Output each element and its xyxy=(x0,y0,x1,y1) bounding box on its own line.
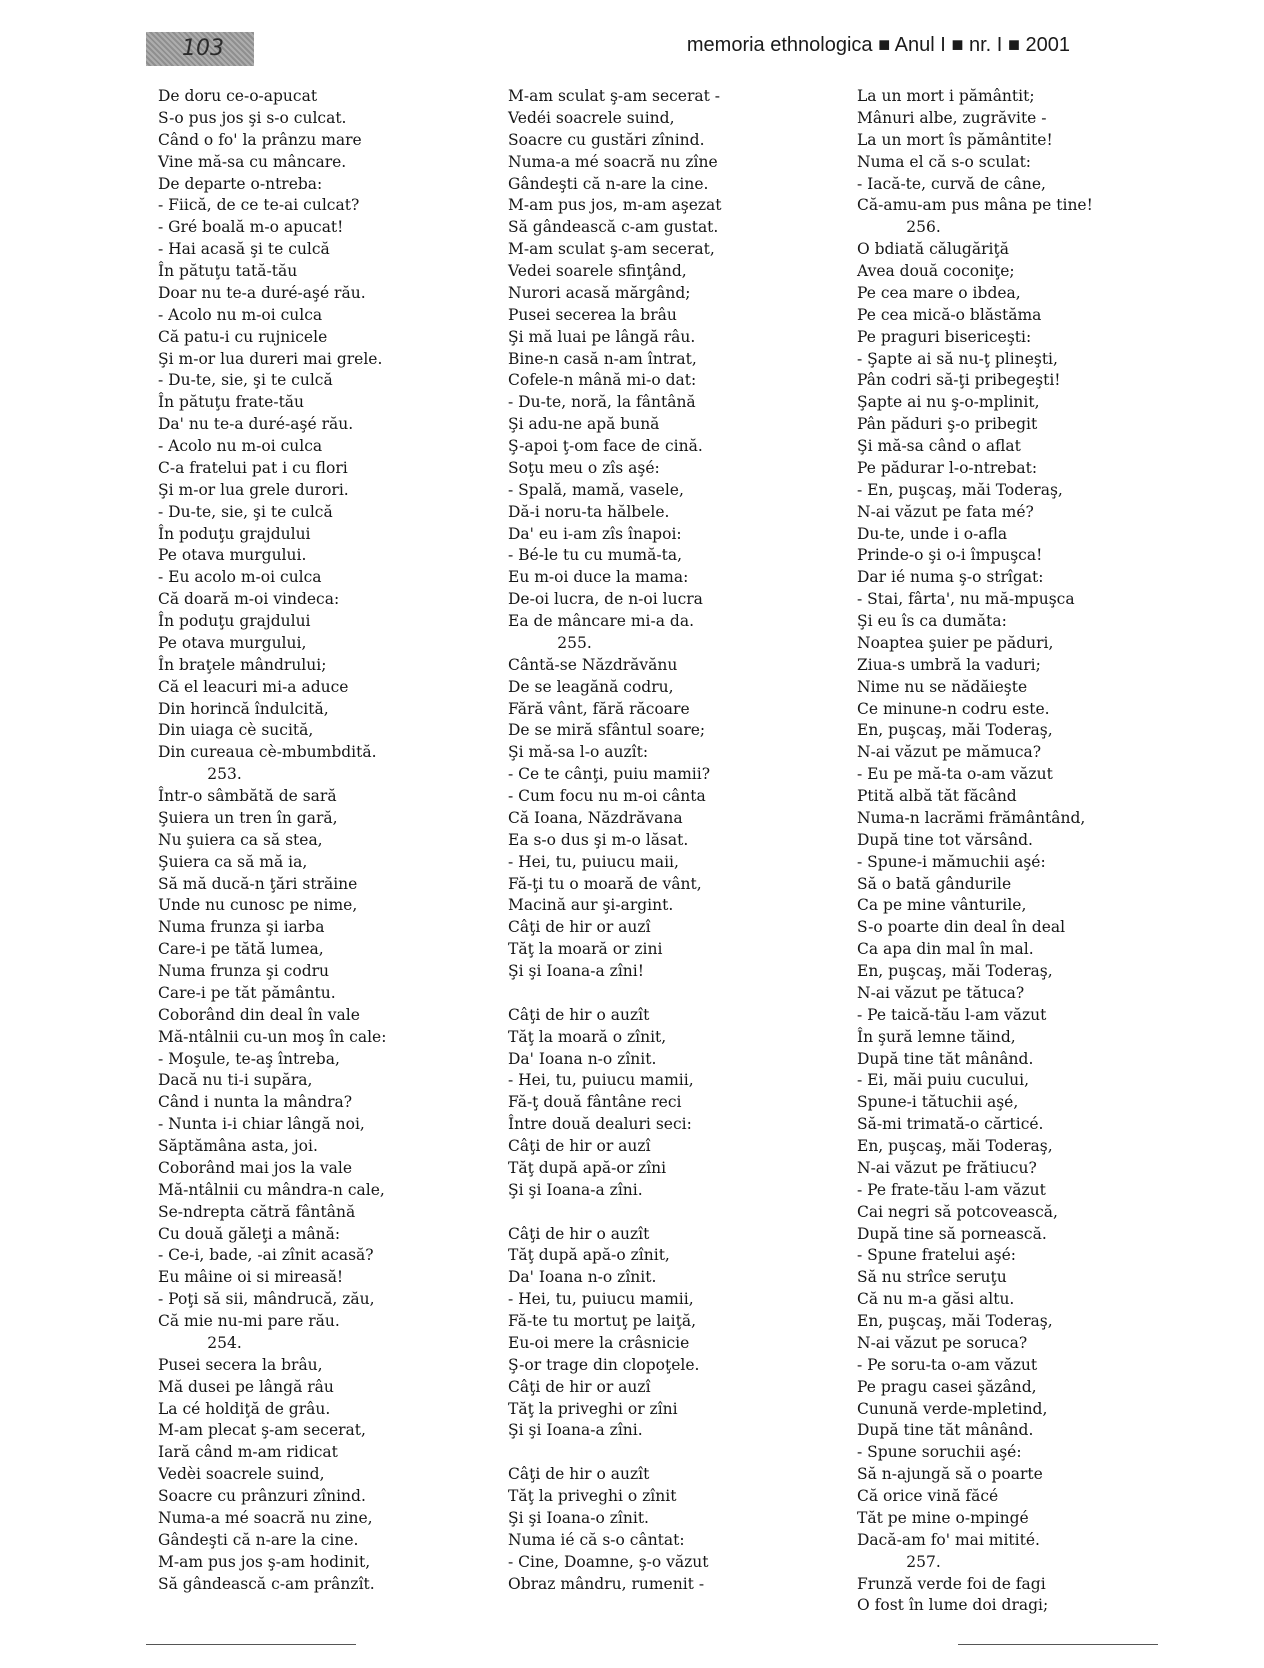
poem-line: - Moşule, te-aş întreba, xyxy=(158,1049,340,1068)
poem-line: Cai negri să potcovească, xyxy=(857,1202,1058,1221)
poem-line: Prinde-o şi o-i împuşca! xyxy=(857,546,1043,565)
page-number: 103 xyxy=(182,36,224,61)
poem-line: Ca apa din mal în mal. xyxy=(857,940,1034,959)
poem-line: Cofele-n mână mi-o dat: xyxy=(508,371,697,390)
poem-line: 253. xyxy=(158,765,242,784)
poem-line: O bdiată călugăriţă xyxy=(857,240,1009,259)
poem-line: Şi eu îs ca dumăta: xyxy=(857,612,1007,630)
poem-line: Câţi de hir or auzî xyxy=(508,918,651,937)
poem-line: 254. xyxy=(158,1333,242,1352)
poem-line: Că doară m-oi vindeca: xyxy=(158,590,340,609)
poem-line: Dacă-am fo' mai mitité. xyxy=(857,1530,1040,1549)
poem-line: Şi m-or lua dureri mai grele. xyxy=(158,349,383,368)
poem-line: - Poţi să sii, mândrucă, zău, xyxy=(158,1290,375,1309)
poem-line: - Pe soru-ta o-am văzut xyxy=(857,1355,1038,1374)
poem-line: Că nu m-a găsi altu. xyxy=(857,1290,1015,1309)
poem-line: Tăţ după apă-or zîni xyxy=(508,1158,667,1177)
poem-line: Câţi de hir o auzît xyxy=(508,1224,650,1243)
poem-line xyxy=(508,983,722,1005)
poem-line: Ce minune-n codru este. xyxy=(857,699,1050,718)
poem-line: - Hai acasă şi te culcă xyxy=(158,240,330,259)
poem-line: Macină aur şi-argint. xyxy=(508,896,674,915)
poem-line: - Gré boală m-o apucat! xyxy=(158,218,344,237)
poem-line: Vedéi soacrele suind, xyxy=(508,108,675,127)
poem-line: N-ai văzut pe soruca? xyxy=(857,1333,1028,1352)
poem-line: Pe cea mică-o blăstăma xyxy=(857,305,1042,324)
poem-line: - Eu acolo m-oi culca xyxy=(158,568,322,587)
poem-line: De doru ce-o-apucat xyxy=(158,87,318,105)
poem-line: N-ai văzut pe tătuca? xyxy=(857,983,1025,1002)
poem-line: Fă-te tu mortuţ pe laiţă, xyxy=(508,1312,697,1330)
poem-line: Eu m-oi duce la mama: xyxy=(508,568,689,587)
poem-line: Ea de mâncare mi-a da. xyxy=(508,612,695,630)
poem-line: Şi şi Ioana-o zînit. xyxy=(508,1508,649,1527)
poem-line: Şi mă luai pe lângă râu. xyxy=(508,327,696,346)
poem-line: Frunză verde foi de fagi xyxy=(857,1574,1046,1593)
poem-line: - Bé-le tu cu mumă-ta, xyxy=(508,546,683,565)
poem-line: Câţi de hir or auzî xyxy=(508,1137,651,1155)
poem-line: Să o bată gândurile xyxy=(857,874,1012,893)
poem-line: După tine tăt mânând. xyxy=(857,1049,1034,1068)
poem-line: Nu şuiera ca să stea, xyxy=(158,830,323,849)
poem-line: În pătuţu tată-tău xyxy=(158,262,298,280)
poem-line: - Fiică, de ce te-ai culcat? xyxy=(158,196,360,215)
poem-line: Coborând din deal în vale xyxy=(158,1005,360,1024)
poem-line: Mă-ntâlnii cu-un moş în cale: xyxy=(158,1027,387,1046)
poem-line: Pân păduri ş-o pribegit xyxy=(857,415,1038,434)
poem-line: În poduţu grajdului xyxy=(158,612,311,630)
poem-line: - Iacă-te, curvă de câne, xyxy=(857,174,1046,193)
poem-line: Că-amu-am pus mâna pe tine! xyxy=(857,196,1093,215)
poem-line: - Hei, tu, puiucu mamii, xyxy=(508,1071,694,1090)
poem-line: - Du-te, sie, şi te culcă xyxy=(158,502,333,521)
poem-line: S-o pus jos şi s-o culcat. xyxy=(158,108,347,127)
poem-line: Să nu strîce seruţu xyxy=(857,1268,1007,1287)
poem-line: De se leagănă codru, xyxy=(508,677,674,696)
poem-line: De departe o-ntreba: xyxy=(158,174,323,193)
poem-line: Săptămâna asta, joi. xyxy=(158,1137,318,1155)
poem-column-1 xyxy=(158,86,386,1595)
poem-line: M-am pus jos, m-am aşezat xyxy=(508,196,722,215)
poem-line: În poduţu grajdului xyxy=(158,524,311,543)
poem-line: En, puşcaş, măi Toderaş, xyxy=(857,721,1053,740)
poem-line: Da' Ioana n-o zînit. xyxy=(508,1268,657,1287)
poem-line: - Nunta i-i chiar lângă noi, xyxy=(158,1115,365,1134)
poem-line: Şi şi Ioana-a zîni! xyxy=(508,962,644,980)
poem-line: Noaptea şuier pe păduri, xyxy=(857,633,1054,652)
poem-line: S-o poarte din deal în deal xyxy=(857,918,1066,937)
poem-line: Numa-a mé soacră nu zine, xyxy=(158,1508,373,1527)
poem-line: Cunună verde-mpletind, xyxy=(857,1399,1048,1418)
poem-line: Soţu meu o zîs aşé: xyxy=(508,458,660,477)
poem-line: Să mă ducă-n ţări străine xyxy=(158,874,358,893)
poem-line: Obraz mândru, rumenit - xyxy=(508,1574,705,1593)
poem-line: Pân codri să-ţi pribegeşti! xyxy=(857,371,1061,390)
poem-line: - Ce te cânţi, puiu mamii? xyxy=(508,765,711,784)
poem-line: Cu două găleţi a mână: xyxy=(158,1224,341,1243)
poem-line: Când o fo' la prânzu mare xyxy=(158,130,362,149)
poem-line: - Ce-i, bade, -ai zînit acasă? xyxy=(158,1246,374,1265)
poem-line: Da' Ioana n-o zînit. xyxy=(508,1049,657,1068)
poem-line: M-am sculat ş-am secerat - xyxy=(508,87,721,105)
poem-line: - Hei, tu, puiucu mamii, xyxy=(508,1290,694,1309)
poem-line: Să-mi trimată-o cărticé. xyxy=(857,1115,1044,1134)
poem-line: Mă-ntâlnii cu mândra-n cale, xyxy=(158,1180,385,1199)
poem-line: Că mie nu-mi pare rău. xyxy=(158,1312,340,1330)
poem-line: 256. xyxy=(857,218,941,237)
poem-line: După tine tăt mânând. xyxy=(857,1421,1034,1440)
poem-line: Că patu-i cu rujnicele xyxy=(158,327,328,346)
poem-line: Spune-i tătuchii aşé, xyxy=(857,1093,1019,1112)
poem-line: Câţi de hir or auzî xyxy=(508,1377,651,1396)
poem-line: Unde nu cunosc pe nime, xyxy=(158,896,358,915)
poem-line: Numa ié că s-o cântat: xyxy=(508,1530,685,1549)
poem-line: - Şapte ai să nu-ţ plineşti, xyxy=(857,349,1058,368)
poem-line: Tăţ la priveghi or zîni xyxy=(508,1399,678,1418)
poem-line: - Du-te, noră, la fântână xyxy=(508,393,696,412)
poem-line: Pusei secera la brâu, xyxy=(158,1355,323,1374)
poem-line: Nurori acasă mărgând; xyxy=(508,283,691,302)
poem-line: Cântă-se Năzdrăvănu xyxy=(508,655,678,674)
poem-line: Şuiera un tren în gară, xyxy=(158,808,338,827)
poem-line: Ş-apoi ţ-om face de cină. xyxy=(508,437,703,455)
poem-line: Pe cea mare o ibdea, xyxy=(857,283,1021,302)
poem-line: La un mort i pământit; xyxy=(857,87,1035,105)
poem-line: Fă-ţ două fântâne reci xyxy=(508,1093,682,1112)
poem-line: N-ai văzut pe mămuca? xyxy=(857,743,1042,762)
poem-line: - Acolo nu m-oi culca xyxy=(158,437,323,455)
poem-line: - Hei, tu, puiucu maii, xyxy=(508,852,679,871)
poem-line: După tine tot vărsând. xyxy=(857,830,1033,849)
poem-line: Şi adu-ne apă bună xyxy=(508,415,660,434)
poem-line: Du-te, unde i o-afla xyxy=(857,524,1008,543)
poem-line: - En, puşcaş, măi Toderaş, xyxy=(857,480,1063,499)
poem-line: Pe praguri bisericeşti: xyxy=(857,327,1032,346)
poem-line: Şi mă-sa când o aflat xyxy=(857,437,1021,455)
poem-line: - Pe frate-tău l-am văzut xyxy=(857,1180,1046,1199)
poem-line: Pe pădurar l-o-ntrebat: xyxy=(857,458,1038,477)
poem-line: M-am sculat ş-am secerat, xyxy=(508,240,715,259)
poem-line: Tăţ la priveghi o zînit xyxy=(508,1487,677,1505)
poem-line: Între două dealuri seci: xyxy=(508,1115,692,1134)
poem-line: Avea două coconiţe; xyxy=(857,262,1015,280)
poem-line: Şuiera ca să mă ia, xyxy=(158,852,308,871)
poem-line: Că el leacuri mi-a aduce xyxy=(158,677,349,696)
poem-line: Într-o sâmbătă de sară xyxy=(158,787,337,805)
poem-line: Fără vânt, fără răcoare xyxy=(508,699,690,718)
poem-line: Care-i pe tăt pământu. xyxy=(158,983,336,1002)
poem-line: - Du-te, sie, şi te culcă xyxy=(158,371,333,390)
poem-line: Dacă nu ti-i supăra, xyxy=(158,1071,313,1090)
poem-line: Gândeşti că n-are la cine. xyxy=(508,174,709,193)
poem-line: Se-ndrepta cătră fântână xyxy=(158,1202,356,1221)
poem-line: Numa-a mé soacră nu zîne xyxy=(508,152,718,171)
poem-line: Nime nu se nădăieşte xyxy=(857,677,1028,696)
poem-line: Când i nunta la mândra? xyxy=(158,1093,353,1112)
poem-line: - Cine, Doamne, ş-o văzut xyxy=(508,1552,709,1571)
footer-rule-right xyxy=(958,1644,1158,1645)
poem-line: - Ei, măi puiu cucului, xyxy=(857,1071,1030,1090)
poem-line: De-oi lucra, de n-oi lucra xyxy=(508,590,703,609)
poem-line: Tăţ la moară or zini xyxy=(508,940,663,959)
footer-rule-left xyxy=(146,1644,356,1645)
poem-line: Ziua-s umbră la vaduri; xyxy=(857,655,1041,674)
poem-line: Pusei secerea la brâu xyxy=(508,305,677,324)
poem-line: 257. xyxy=(857,1552,941,1571)
poem-line: Fă-ţi tu o moară de vânt, xyxy=(508,874,702,893)
poem-line: Numa-n lacrămi frământând, xyxy=(857,808,1086,827)
poem-line: Şi m-or lua grele durori. xyxy=(158,480,349,499)
poem-line: Ca pe mine vânturile, xyxy=(857,896,1027,915)
poem-line: Numa frunza şi codru xyxy=(158,962,330,980)
poem-column-3 xyxy=(857,86,1093,1617)
poem-line: Iară când m-am ridicat xyxy=(158,1443,338,1462)
poem-line: - Spală, mamă, vasele, xyxy=(508,480,684,499)
poem-line: După tine să pornească. xyxy=(857,1224,1047,1243)
poem-line: Să gândească c-am prânzît. xyxy=(158,1574,375,1593)
poem-line: De se miră sfântul soare; xyxy=(508,721,706,740)
poem-line: La un mort îs pământite! xyxy=(857,130,1053,149)
poem-line xyxy=(508,1442,722,1464)
poem-line: Câţi de hir o auzît xyxy=(508,1465,650,1484)
poem-line: Tăţ la moară o zînit, xyxy=(508,1027,667,1046)
poem-line: Ea s-o dus şi m-o lăsat. xyxy=(508,830,689,849)
poem-line: Bine-n casă n-am întrat, xyxy=(508,349,697,368)
poem-line: Şi şi Ioana-a zîni. xyxy=(508,1180,643,1199)
poem-line: Că orice vină făcé xyxy=(857,1487,999,1505)
poem-line: Tăţ după apă-o zînit, xyxy=(508,1246,670,1265)
poem-line: En, puşcaş, măi Toderaş, xyxy=(857,1137,1053,1155)
poem-line: Soacre cu prânzuri zînind. xyxy=(158,1487,366,1505)
poem-line: Ş-or trage din clopoţele. xyxy=(508,1355,700,1374)
poem-line xyxy=(508,1202,722,1224)
poem-line: - Spune soruchii aşé: xyxy=(857,1443,1022,1462)
poem-line: În pătuţu frate-tău xyxy=(158,393,305,412)
poem-line: Vedei soarele sfinţând, xyxy=(508,262,687,280)
poem-line: Din uiaga cè sucită, xyxy=(158,721,314,740)
poem-line: Dă-i noru-ta hălbele. xyxy=(508,502,670,521)
poem-line: Eu-oi mere la crâsnicie xyxy=(508,1333,690,1352)
poem-line: Eu mâine oi si mireasă! xyxy=(158,1268,344,1287)
poem-line: - Eu pe mă-ta o-am văzut xyxy=(857,765,1053,784)
poem-line: Şapte ai nu ş-o-mplinit, xyxy=(857,393,1040,412)
poem-line: - Acolo nu m-oi culca xyxy=(158,305,323,324)
poem-line: Numa el că s-o sculat: xyxy=(857,152,1032,171)
poem-line: Numa frunza şi iarba xyxy=(158,918,325,937)
poem-line: Câţi de hir o auzît xyxy=(508,1005,650,1024)
poem-line: Da' nu te-a duré-aşé rău. xyxy=(158,415,354,434)
journal-header: memoria ethnologica ■ Anul I ■ nr. I ■ 2001 xyxy=(686,34,1070,56)
poem-line: Tăt pe mine o-mpingé xyxy=(857,1508,1029,1527)
poem-line: Să n-ajungă să o poarte xyxy=(857,1465,1043,1484)
poem-line: Da' eu i-am zîs înapoi: xyxy=(508,524,682,543)
poem-line: Şi mă-sa l-o auzît: xyxy=(508,743,649,762)
poem-line: Care-i pe tătă lumea, xyxy=(158,940,324,959)
poem-line: Mânuri albe, zugrăvite - xyxy=(857,108,1047,127)
poem-line: Din cureaua cè-mbumbdită. xyxy=(158,743,377,762)
poem-line: Şi şi Ioana-a zîni. xyxy=(508,1421,643,1440)
poem-column-2 xyxy=(508,86,722,1595)
poem-line: En, puşcaş, măi Toderaş, xyxy=(857,962,1053,980)
poem-line: Pe otava murgului. xyxy=(158,546,307,565)
poem-line: - Spune fratelui aşé: xyxy=(857,1246,1016,1265)
poem-line: Că Ioana, Năzdrăvana xyxy=(508,808,683,827)
poem-line: Să gândească c-am gustat. xyxy=(508,218,719,237)
poem-line: Ptită albă tăt făcând xyxy=(857,787,1017,805)
poem-line: - Pe taică-tău l-am văzut xyxy=(857,1005,1047,1024)
poem-line: Doar nu te-a duré-aşé rău. xyxy=(158,283,366,302)
poem-line: În şură lemne tăind, xyxy=(857,1027,1016,1046)
poem-line: Pe otava murgului, xyxy=(158,633,307,652)
poem-line: Din horincă îndulcită, xyxy=(158,699,329,718)
poem-line: N-ai văzut pe fata mé? xyxy=(857,502,1034,521)
poem-line: Vedèi soacrele suind, xyxy=(158,1465,325,1484)
poem-line: 255. xyxy=(508,633,592,652)
poem-line: Gândeşti că n-are la cine. xyxy=(158,1530,359,1549)
poem-line: Mă dusei pe lângă râu xyxy=(158,1377,334,1396)
poem-line: În braţele mândrului; xyxy=(158,655,327,674)
poem-line: C-a fratelui pat i cu flori xyxy=(158,458,348,477)
poem-line: Coborând mai jos la vale xyxy=(158,1158,353,1177)
poem-line: M-am plecat ş-am secerat, xyxy=(158,1421,366,1440)
poem-line: Pe pragu casei şăzând, xyxy=(857,1377,1037,1396)
poem-line: N-ai văzut pe frătiucu? xyxy=(857,1158,1037,1177)
poem-line: O fost în lume doi dragi; xyxy=(857,1596,1049,1615)
poem-line: M-am pus jos ş-am hodinit, xyxy=(158,1552,371,1571)
poem-line: Soacre cu gustări zînind. xyxy=(508,130,705,149)
poem-line: Vine mă-sa cu mâncare. xyxy=(158,152,347,171)
poem-line: - Cum focu nu m-oi cânta xyxy=(508,787,706,805)
poem-line: Dar ié numa ş-o strîgat: xyxy=(857,568,1044,587)
poem-line: - Spune-i mămuchii aşé: xyxy=(857,852,1046,871)
poem-line: - Stai, fârta', nu mă-mpuşca xyxy=(857,590,1075,609)
poem-line: La cé holdiţă de grâu. xyxy=(158,1399,331,1418)
poem-line: En, puşcaş, măi Toderaş, xyxy=(857,1312,1053,1330)
